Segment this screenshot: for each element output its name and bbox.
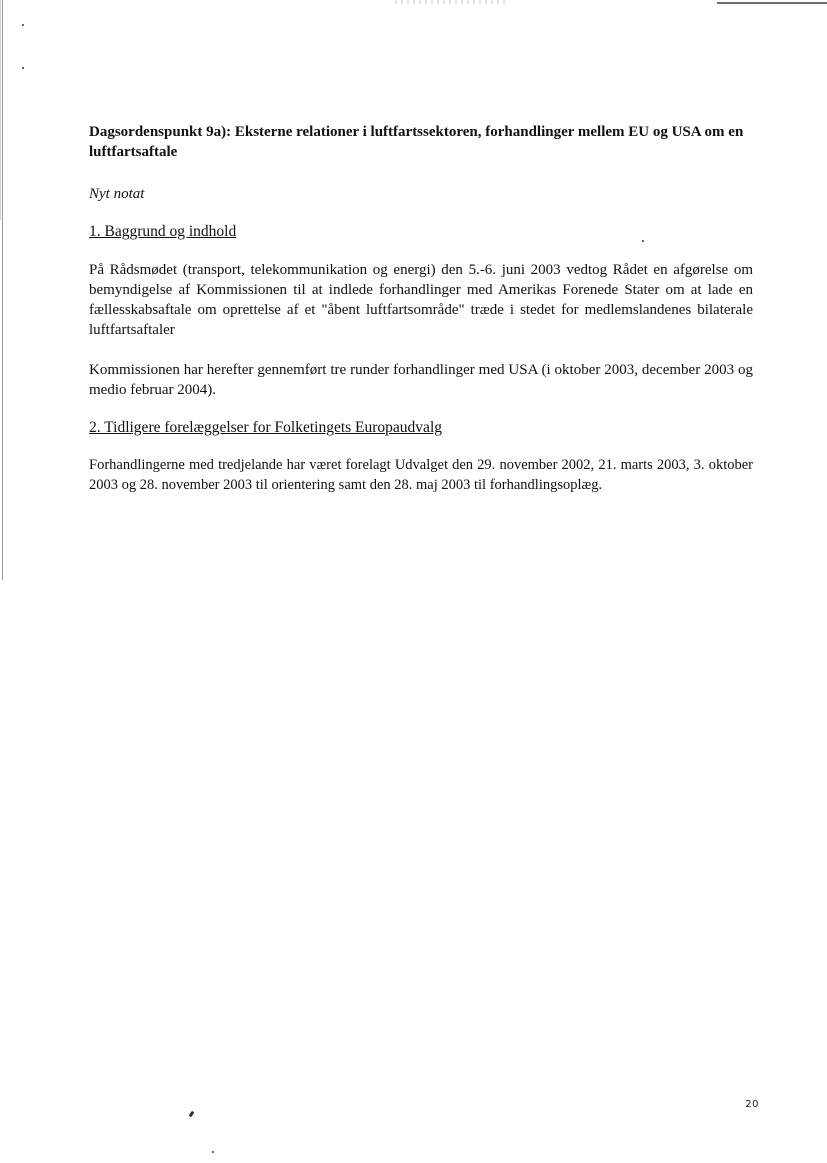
paragraph-negotiation-rounds: Kommissionen har herefter gennemført tre runder forhandlinger med USA (i oktober 2003, december 2003 og medio februar 2004). xyxy=(89,362,753,398)
scan-noise-top xyxy=(395,0,505,4)
paragraph-previous-submissions: Forhandlingerne med tredjelande har været forelagt Udvalget den 29. november 2002, 21. marts 2003, 3. oktober 2003 og 28. november 2003 til orientering samt den 28. maj 2003 til forhandlingsoplæg. xyxy=(89,457,753,493)
scan-edge-top xyxy=(717,2,827,4)
scan-edge-left-faint xyxy=(0,0,1,220)
scan-speck xyxy=(22,67,24,69)
section-title-background: 1. Baggrund og indhold xyxy=(89,223,237,240)
document-subtitle: Nyt notat xyxy=(89,186,145,202)
scan-speck xyxy=(212,1151,214,1153)
scan-speck xyxy=(189,1111,195,1118)
document-body xyxy=(89,122,753,495)
document-heading: Dagsordenspunkt 9a): Eksterne relationer i luftfartssektoren, forhandlinger mellem EU og USA om en luftfartsaftale xyxy=(89,124,744,160)
page-number: 20 xyxy=(745,1099,759,1110)
scan-speck xyxy=(22,24,24,26)
paragraph-council-decision: På Rådsmødet (transport, telekommunikation og energi) den 5.-6. juni 2003 vedtog Rådet en afgørelse om bemyndigelse af Kommissionen til at indlede forhandlinger med Amerikas Forenede Stater om at lade en fællesskabsaftale om oprettelse af et "åbent luftfartsområde" træde i stedet for medlemslandenes bilaterale luftfartsaftaler xyxy=(89,262,753,338)
section-title-previous-submissions: 2. Tidligere forelæggelser for Folketingets Europaudvalg xyxy=(89,419,442,436)
scan-edge-left xyxy=(2,0,3,580)
